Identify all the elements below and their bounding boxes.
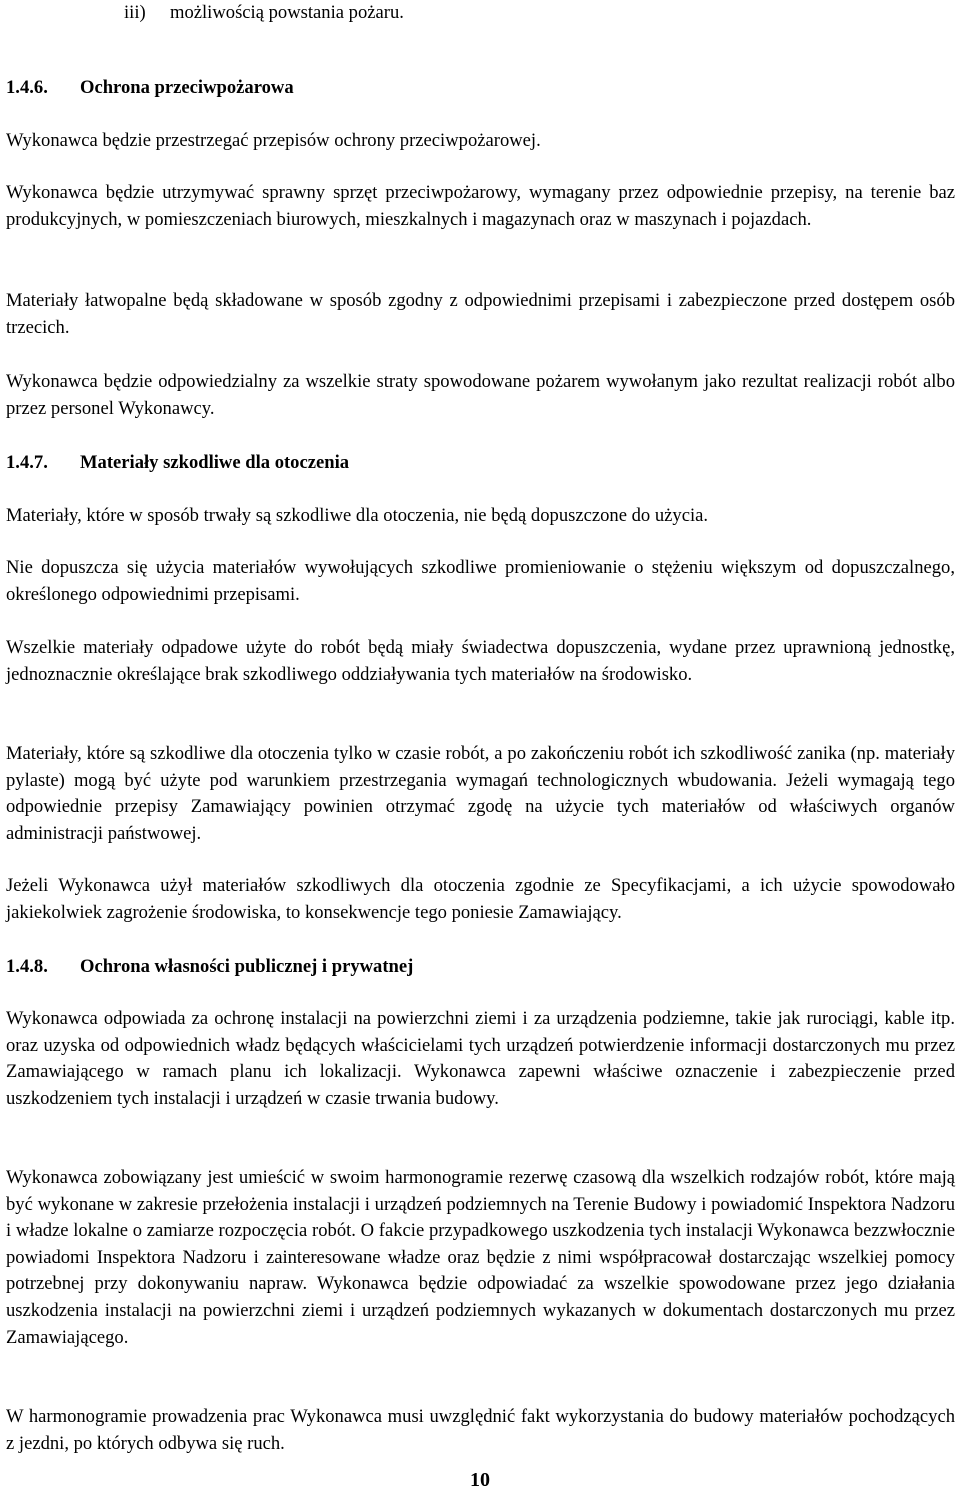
paragraph-road-materials: W harmonogramie prowadzenia prac Wykonawca musi uwzględnić fakt wykorzystania do budowy materiałów pochodzących z jezdni, po których odbywa się ruch. [6, 1406, 955, 1454]
section-title: Materiały szkodliwe dla otoczenia [80, 452, 350, 473]
paragraph-radiation: Nie dopuszcza się użycia materiałów wywołujących szkodliwe promieniowanie o stężeniu większym od dopuszczalnego, określonego odpowiednimi przepisami. [6, 557, 955, 605]
list-marker: iii) [124, 2, 146, 23]
list-item-text: możliwością powstania pożaru. [170, 2, 404, 23]
paragraph-temporary-harmful: Materiały, które są szkodliwe dla otoczenia tylko w czasie robót, a po zakończeniu robót ich szkodliwość zanika (np. materiały pylaste) mogą być użyte pod warunkiem przestrzegania wymagań technologicznych wbudowania. Jeżeli wymagają tego odpowiednie przepisy Zamawiający powinien otrzymać zgodę na użycie tych materiałów od właściwych organów administracji państwowej. [6, 743, 955, 844]
paragraph-installation-protection: Wykonawca odpowiada za ochronę instalacji na powierzchni ziemi i za urządzenia podziemne, takie jak rurociągi, kable itp. oraz uzyska od odpowiednich władz będących właścicielami tych urządzeń potwierdzenie informacji dostarczonych mu przez Zamawiającego w ramach planu ich lokalizacji. Wykonawca zapewni właściwe oznaczenie i zabezpieczenie przed uszkodzeniem tych instalacji i urządzeń w czasie trwania budowy. [6, 1008, 955, 1109]
section-number: 1.4.6. [6, 77, 48, 98]
paragraph-harmful-materials: Materiały, które w sposób trwały są szkodliwe dla otoczenia, nie będą dopuszczone do użycia. [6, 505, 709, 526]
section-heading-1-4-7 [6, 450, 349, 476]
section-number: 1.4.7. [6, 452, 48, 473]
section-heading-1-4-8 [6, 954, 413, 980]
page-number: 10 [470, 1469, 490, 1491]
paragraph-waste-materials: Wszelkie materiały odpadowe użyte do robót będą miały świadectwa dopuszczenia, wydane przez uprawnioną jednostkę, jednoznacznie określające brak szkodliwego oddziaływania tych materiałów na środowisko. [6, 637, 955, 685]
paragraph-fire-regulations: Wykonawca będzie przestrzegać przepisów ochrony przeciwpożarowej. [6, 130, 541, 151]
paragraph-flammable-materials: Materiały łatwopalne będą składowane w sposób zgodny z odpowiednimi przepisami i zabezpieczone przed dostępem osób trzecich. [6, 290, 955, 338]
section-number: 1.4.8. [6, 956, 48, 977]
section-title: Ochrona własności publicznej i prywatnej [80, 956, 414, 977]
paragraph-schedule-reserve: Wykonawca zobowiązany jest umieścić w swoim harmonogramie rezerwę czasową dla wszelkich rodzajów robót, które mają być wykonane w zakresie przełożenia instalacji i urządzeń podziemnych na Terenie Budowy i powiadomić Inspektora Nadzoru i władze lokalne o zamiarze rozpoczęcia robót. O fakcie przypadkowego uszkodzenia tych instalacji Wykonawca bezzwłocznie powiadomi Inspektora Nadzoru i zainteresowane władze oraz będzie z nimi współpracował dostarczając wszelkiej pomocy potrzebnej przy dokonywaniu napraw. Wykonawca będzie odpowiadać za wszelkie spowodowane przez jego działania uszkodzenia instalacji na powierzchni ziemi i urządzeń podziemnych wykazanych w dokumentach dostarczonych mu przez Zamawiającego. [6, 1167, 955, 1348]
section-title: Ochrona przeciwpożarowa [80, 77, 294, 98]
section-heading-1-4-6 [6, 75, 294, 101]
list-item-fire-possibility [124, 0, 404, 26]
paragraph-fire-equipment: Wykonawca będzie utrzymywać sprawny sprzęt przeciwpożarowy, wymagany przez odpowiednie przepisy, na terenie baz produkcyjnych, w pomieszczeniach biurowych, mieszkalnych i magazynach oraz w maszynach i pojazdach. [6, 182, 955, 230]
paragraph-consequences: Jeżeli Wykonawca użył materiałów szkodliwych dla otoczenia zgodnie ze Specyfikacjami, a ich użycie spowodowało jakiekolwiek zagrożenie środowiska, to konsekwencje tego poniesie Zamawiający. [6, 875, 955, 923]
paragraph-fire-liability: Wykonawca będzie odpowiedzialny za wszelkie straty spowodowane pożarem wywołanym jako rezultat realizacji robót albo przez personel Wykonawcy. [6, 371, 955, 419]
